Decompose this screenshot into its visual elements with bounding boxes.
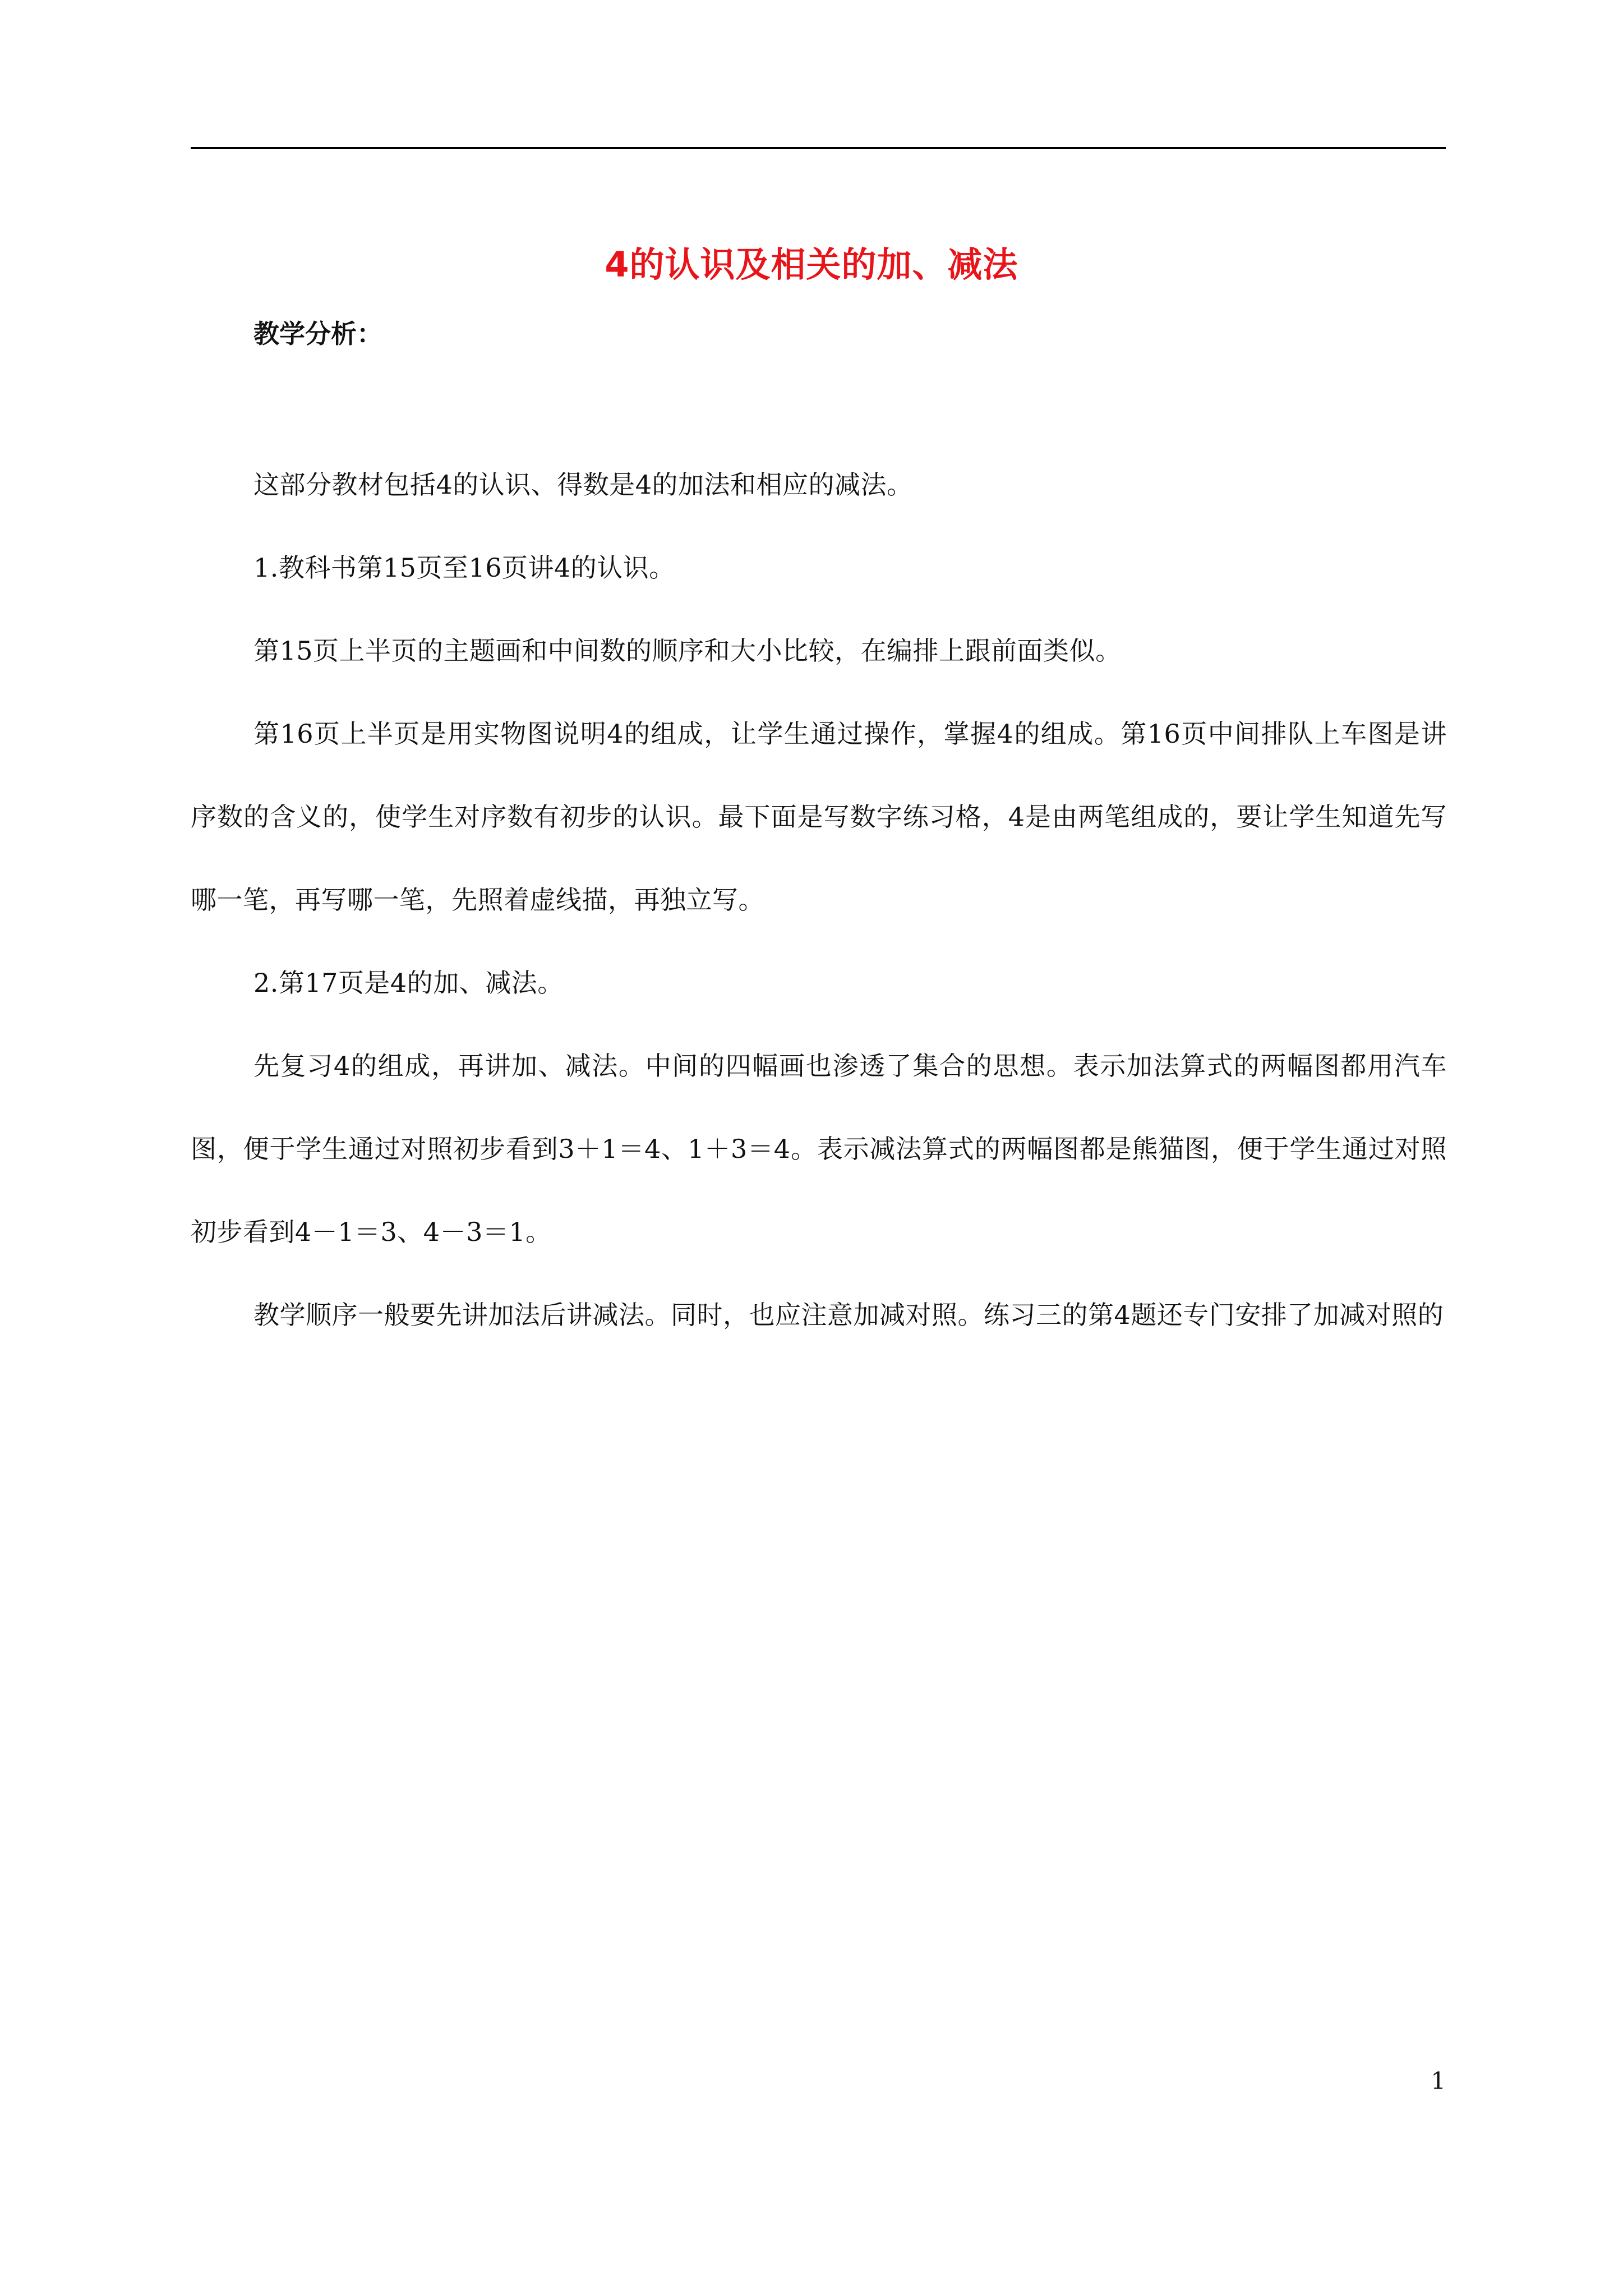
- paragraph-item-2: 2.第17页是4的加、减法。: [253, 968, 564, 998]
- page-number: 1: [1431, 2067, 1446, 2095]
- section-heading: 教学分析：: [253, 319, 382, 349]
- paragraph-page-16: 第16页上半页是用实物图说明4的组成，让学生通过操作，掌握4的组成。第16页中间排队上车图是讲序数的含义的，使学生对序数有初步的认识。最下面是写数字练习格，4是由两笔组成的，要让学生知道先写哪一笔，再写哪一笔，先照着虚线描，再独立写。: [191, 719, 1447, 915]
- paragraph-page-15: 第15页上半页的主题画和中间数的顺序和大小比较，在编排上跟前面类似。: [253, 636, 1122, 666]
- paragraph-item-1: 1.教科书第15页至16页讲4的认识。: [253, 553, 675, 583]
- header-rule: [191, 147, 1446, 149]
- paragraph-teaching-order: 教学顺序一般要先讲加法后讲减法。同时，也应注意加减对照。练习三的第4题还专门安排了加减对照的: [253, 1300, 1444, 1330]
- paragraph-review: 先复习4的组成，再讲加、减法。中间的四幅画也渗透了集合的思想。表示加法算式的两幅图都用汽车图，便于学生通过对照初步看到3＋1＝4、1＋3＝4。表示减法算式的两幅图都是熊猫图，便于学生通过对照初步看到4－1＝3、4－3＝1。: [191, 1051, 1447, 1247]
- document-title: 4的认识及相关的加、减法: [605, 244, 1018, 285]
- paragraph-intro: 这部分教材包括4的认识、得数是4的加法和相应的减法。: [253, 470, 913, 500]
